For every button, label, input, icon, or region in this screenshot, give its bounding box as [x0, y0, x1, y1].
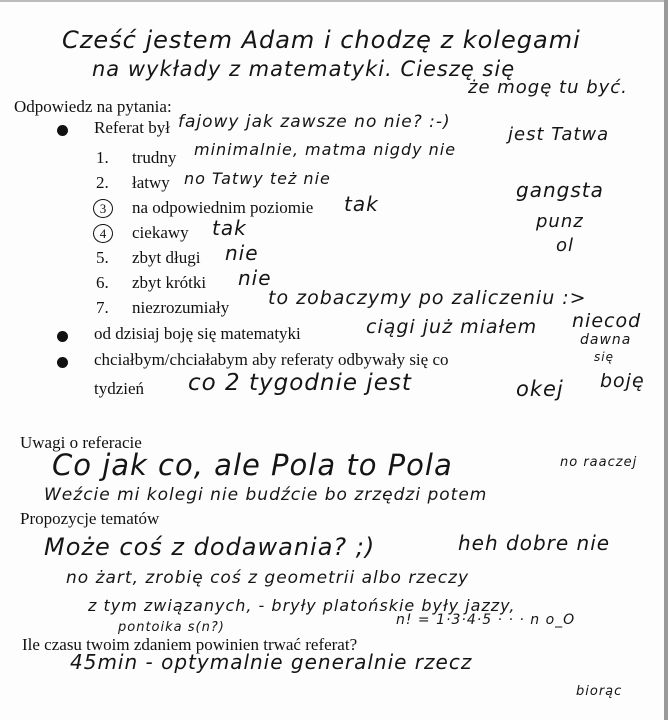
remarks-heading: Uwagi o referacie — [20, 433, 142, 452]
option-4-label: ciekawy — [132, 223, 189, 242]
answer-frequency: co 2 tygodnie jest — [188, 370, 412, 396]
topics-line-4b: n! = 1·3·4·5 · · · n o_O — [396, 612, 576, 628]
option-3-label: na odpowiednim poziomie — [132, 198, 314, 217]
bullet-3 — [57, 357, 68, 368]
intro-line-3: że mogę tu być. — [468, 77, 628, 98]
topics-line-3: z tym związanych, - bryły platońskie były jazzy, — [88, 596, 516, 615]
topics-line-4: pontoika s(n?) — [118, 620, 225, 635]
option-7-label: niezrozumiały — [132, 298, 230, 317]
answer-referat-2: jest Tatwa — [508, 124, 610, 145]
option-6-label: zbyt krótki — [132, 273, 207, 292]
option-3-answer: tak — [344, 192, 379, 216]
duration-answer: 45min - optymalnie generalnie rzecz — [70, 650, 473, 674]
option-6-number: 6. — [96, 273, 109, 292]
option-1-label: trudny — [132, 148, 177, 167]
answer-fear: ciągi już miałem — [366, 316, 538, 338]
answer-fear-2: niecod — [572, 310, 642, 332]
right-edge-shadow — [664, 0, 668, 720]
option-4-answer: tak — [212, 216, 247, 240]
option-7-number: 7. — [96, 298, 109, 317]
statement-referat: Referat był — [94, 118, 170, 137]
option-5-label: zbyt długi — [132, 248, 201, 267]
option-2-number: 2. — [96, 173, 109, 192]
bullet-1 — [57, 125, 68, 136]
duration-heading: Ile czasu twoim zdaniem powinien trwać referat? — [22, 635, 358, 654]
answer-referat: fajowy jak zawsze no nie? :-) — [178, 112, 451, 132]
option-5-number: 5. — [96, 248, 109, 267]
option-6-answer: nie — [238, 266, 272, 290]
intro-line-2: na wykłady z matematyki. Cieszę się — [92, 57, 516, 81]
answer-frequency-2: okej — [516, 377, 564, 401]
option-7-answer: to zobaczymy po zaliczeniu :> — [268, 287, 587, 309]
intro-line-1: Cześć jestem Adam i chodzę z kolegami — [62, 26, 581, 54]
remarks-line-1: Co jak co, ale Pola to Pola — [52, 448, 453, 482]
statement-fear: od dzisiaj boję się matematyki — [94, 324, 301, 343]
topics-heading: Propozycje tematów — [20, 509, 160, 528]
statement-frequency-1: chciałbym/chciałabym aby referaty odbywały się co — [94, 350, 449, 369]
side-note-line-3: ol — [556, 235, 575, 256]
option-2-answer: no Tatwy też nie — [184, 169, 331, 188]
option-1-answer: minimalnie, matma nigdy nie — [194, 140, 457, 159]
option-5-answer: nie — [225, 241, 259, 265]
bullet-2 — [57, 331, 68, 342]
side-note-line-2: punz — [536, 211, 584, 232]
remarks-line-2: Weźcie mi kolegi nie budźcie bo zrzędzi potem — [44, 485, 488, 505]
answer-fear-3: dawna — [580, 332, 632, 348]
duration-answer-2: biorąc — [576, 684, 623, 699]
option-4-circled-number: 4 — [93, 224, 113, 243]
option-2-label: łatwy — [132, 173, 170, 192]
statement-frequency-2: tydzień — [94, 379, 145, 398]
side-note-line-1: gangsta — [516, 178, 604, 202]
answer-fear-4: się — [594, 350, 614, 364]
questions-heading: Odpowiedz na pytania: — [14, 97, 172, 116]
option-1-number: 1. — [96, 148, 109, 167]
top-edge-shadow — [0, 0, 668, 2]
topics-line-2: no żart, zrobię coś z geometrii albo rzeczy — [66, 568, 470, 588]
topics-line-1: Może coś z dodawania? ;) — [44, 533, 376, 561]
topics-line-1b: heh dobre nie — [458, 531, 611, 555]
option-3-circled-number: 3 — [93, 199, 113, 218]
remarks-line-1b: no raaczej — [560, 455, 638, 470]
answer-frequency-3: boję — [600, 370, 645, 392]
